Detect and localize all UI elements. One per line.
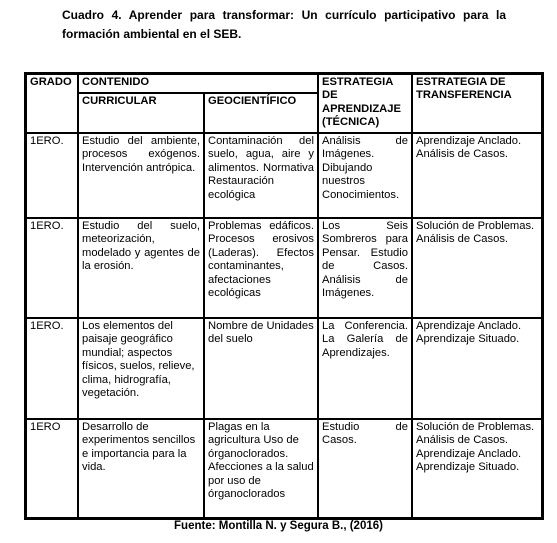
curriculum-table xyxy=(24,72,544,520)
cell-geocientifico: Contaminación del suelo, agua, aire y alimentos. Normativa Restauración ecológica xyxy=(204,133,318,218)
cell-geocientifico: Nombre de Unidades del suelo xyxy=(204,318,318,419)
table-caption: Cuadro 4. Aprender para transformar: Un currículo participativo para la formación ambiental en el SEB. xyxy=(62,8,506,41)
table-row xyxy=(26,218,542,318)
cell-transferencia: Aprendizaje Anclado. Aprendizaje Situado. xyxy=(412,318,542,419)
cell-curricular: Estudio del ambiente, procesos exógenos. Intervención antrópica. xyxy=(78,133,204,218)
cell-aprendizaje: La Conferencia. La Galería de Aprendizajes. xyxy=(318,318,412,419)
cell-grado: 1ERO xyxy=(26,419,78,518)
source-footer: Fuente: Montilla N. y Segura B., (2016) xyxy=(174,520,383,532)
header-contenido: CONTENIDO xyxy=(78,74,318,93)
table-row xyxy=(26,419,542,518)
header-curricular: CURRICULAR xyxy=(78,93,204,133)
header-estrategia-aprendizaje: ESTRATEGIA DE APRENDIZAJE (TÉCNICA) xyxy=(318,74,412,133)
cell-curricular: Los elementos del paisaje geográfico mundial; aspectos físicos, suelos, relieve, clima, hidrografía, vegetación. xyxy=(78,318,204,419)
cell-geocientifico: Problemas edáficos. Procesos erosivos (Laderas). Efectos contaminantes, afectaciones ecológicas xyxy=(204,218,318,318)
cell-grado: 1ERO. xyxy=(26,318,78,419)
table-row xyxy=(26,318,542,419)
cell-grado: 1ERO. xyxy=(26,133,78,218)
cell-curricular: Estudio del suelo, meteorización, modelado y agentes de la erosión. xyxy=(78,218,204,318)
header-grado: GRADO xyxy=(26,74,78,133)
cell-aprendizaje: Los Seis Sombreros para Pensar. Estudio de Casos. Análisis de Imágenes. xyxy=(318,218,412,318)
cell-aprendizaje: Análisis de Imágenes. Dibujando nuestros Conocimientos. xyxy=(318,133,412,218)
cell-transferencia: Aprendizaje Anclado. Análisis de Casos. xyxy=(412,133,542,218)
cell-transferencia: Solución de Problemas. Análisis de Casos. xyxy=(412,218,542,318)
header-estrategia-transferencia: ESTRATEGIA DE TRANSFERENCIA xyxy=(412,74,542,133)
cell-transferencia: Solución de Problemas. Análisis de Casos. Aprendizaje Anclado. Aprendizaje Situado. xyxy=(412,419,542,518)
cell-aprendizaje: Estudio de Casos. xyxy=(318,419,412,518)
cell-geocientifico: Plagas en la agricultura Uso de órganoclorados. Afecciones a la salud por uso de órganoclorados xyxy=(204,419,318,518)
cell-grado: 1ERO. xyxy=(26,218,78,318)
cell-curricular: Desarrollo de experimentos sencillos e importancia para la vida. xyxy=(78,419,204,518)
table-row xyxy=(26,133,542,218)
header-geocientifico: GEOCIENTÍFICO xyxy=(204,93,318,133)
